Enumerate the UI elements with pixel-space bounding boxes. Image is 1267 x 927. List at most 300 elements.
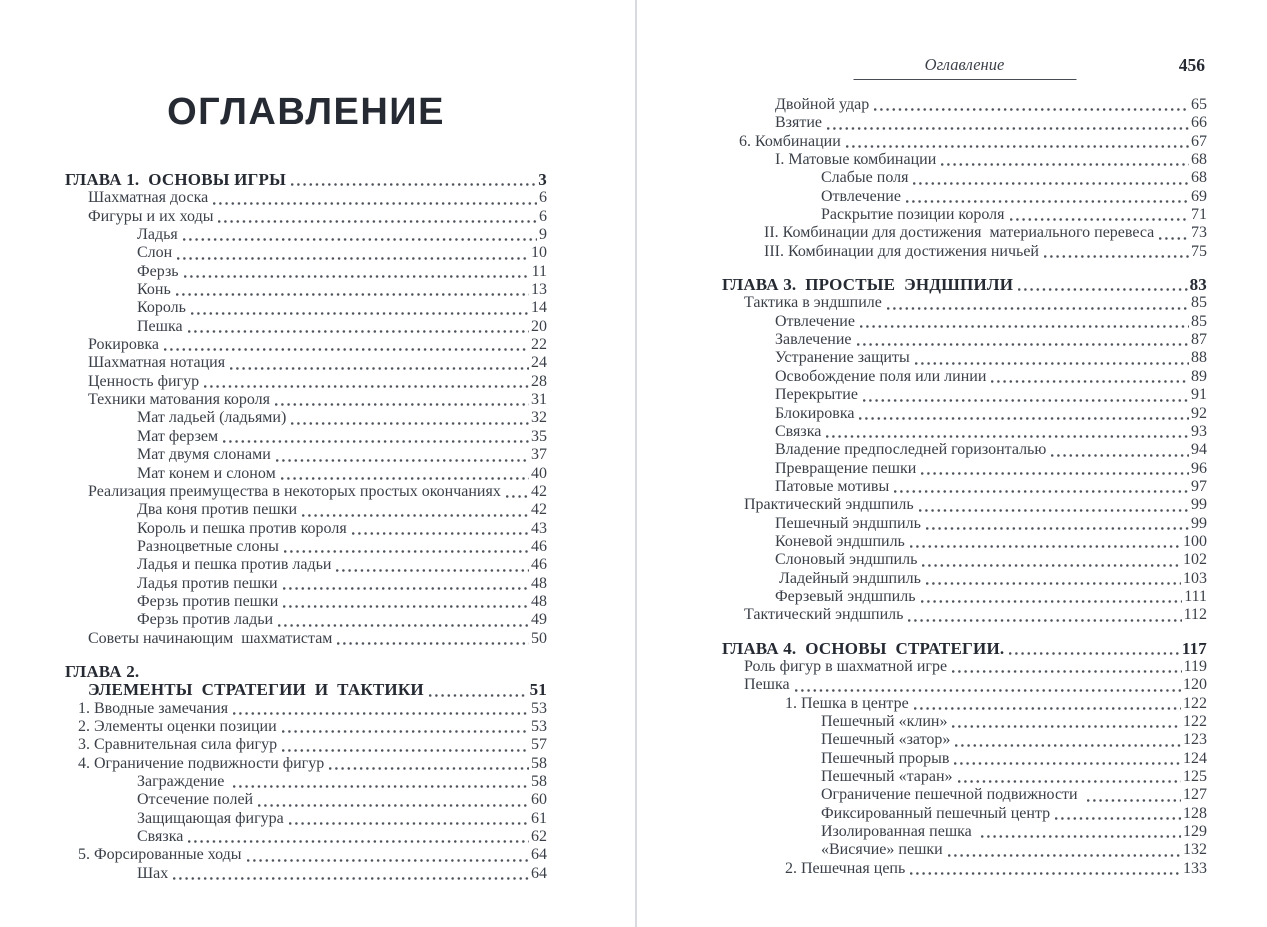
toc-entry — [65, 263, 547, 281]
dot-leader — [1087, 799, 1181, 802]
toc-entry — [722, 533, 1207, 551]
dot-leader — [282, 730, 529, 733]
toc-entry — [722, 515, 1207, 533]
toc-entry — [722, 276, 1207, 294]
toc-entry-label: Практический эндшпиль — [744, 496, 914, 514]
dot-leader — [337, 642, 529, 645]
toc-entry-label: Превращение пешки — [775, 459, 917, 477]
toc-entry-label: Советы начинающим шахматистам — [88, 629, 333, 647]
page-gutter-divider — [635, 0, 637, 927]
toc-entry-label: Разноцветные слоны — [137, 537, 279, 555]
toc-entry-page: 10 — [531, 244, 547, 262]
toc-entry-page: 123 — [1183, 731, 1207, 749]
toc-entry — [722, 860, 1207, 878]
dot-leader — [233, 785, 529, 788]
dot-leader — [926, 582, 1181, 585]
toc-entry — [722, 570, 1207, 588]
toc-entry-label: Король и пешка против короля — [137, 519, 347, 537]
toc-entry-page: 73 — [1191, 224, 1207, 242]
toc-entry-label: Ладья — [137, 226, 178, 244]
toc-entry-page: 65 — [1191, 96, 1207, 113]
toc-entry — [65, 538, 547, 556]
toc-entry — [722, 658, 1207, 676]
toc-entry — [722, 405, 1207, 423]
toc-entry — [65, 299, 547, 317]
toc-entry — [65, 373, 547, 391]
dot-leader — [910, 545, 1181, 548]
toc-entry-label: 2. Элементы оценки позиции — [78, 717, 277, 735]
toc-entry — [722, 713, 1207, 731]
toc-title: ОГЛАВЛЕНИЕ — [167, 91, 445, 133]
dot-leader — [906, 200, 1189, 203]
toc-entry-label: ГЛАВА 1. ОСНОВЫ ИГРЫ — [65, 171, 286, 189]
toc-entry-page: 125 — [1183, 768, 1207, 786]
toc-entry — [65, 226, 547, 244]
toc-entry — [722, 423, 1207, 441]
toc-entry — [722, 386, 1207, 404]
dot-leader — [921, 472, 1189, 475]
toc-entries-left — [65, 171, 547, 883]
dot-leader — [173, 877, 529, 880]
dot-leader — [284, 550, 529, 553]
toc-entry-page: 60 — [531, 791, 547, 809]
toc-entry — [65, 318, 547, 336]
toc-entry-label: Ограничение пешечной подвижности — [821, 786, 1082, 804]
dot-leader — [177, 257, 529, 260]
dot-leader — [857, 343, 1189, 346]
dot-leader — [247, 859, 529, 862]
toc-entry-page: 133 — [1183, 859, 1207, 877]
toc-entry — [65, 865, 547, 883]
toc-entry-page: 51 — [529, 681, 547, 700]
toc-entry-label: Владение предпоследней горизонталью — [775, 441, 1047, 459]
toc-entry-page: 64 — [531, 864, 547, 882]
dot-leader — [1055, 817, 1181, 820]
toc-entry-label: Шах — [137, 864, 169, 882]
dot-leader — [874, 108, 1189, 111]
toc-entry — [722, 786, 1207, 804]
toc-entry-label: Завлечение — [775, 331, 852, 349]
toc-entry-page: 122 — [1183, 713, 1207, 730]
toc-entry-page: 83 — [1189, 276, 1207, 295]
toc-entry-page: 132 — [1183, 841, 1207, 859]
toc-entry-page: 111 — [1184, 587, 1207, 605]
toc-entry-label: Раскрытие позиции короля — [821, 206, 1005, 224]
dot-leader — [958, 780, 1181, 783]
dot-leader — [948, 854, 1181, 857]
toc-entry-label: Ценность фигур — [88, 372, 200, 390]
toc-entry-page: 71 — [1191, 206, 1207, 224]
toc-entry — [722, 96, 1207, 114]
toc-entry-label: 5. Форсированные ходы — [78, 846, 242, 864]
toc-entry-label: Тактика в эндшпиле — [744, 294, 882, 312]
dot-leader — [230, 367, 529, 370]
toc-entry — [65, 409, 547, 427]
toc-entry-page: 46 — [531, 537, 547, 555]
dot-leader — [913, 182, 1189, 185]
toc-entry — [722, 224, 1207, 242]
toc-entry — [65, 718, 547, 736]
toc-entry-label: Коневой эндшпиль — [775, 532, 905, 550]
toc-entry — [722, 805, 1207, 823]
toc-entry-label: 6. Комбинации — [739, 132, 841, 150]
toc-entry — [65, 244, 547, 262]
dot-leader — [278, 624, 529, 627]
toc-entry-page: 46 — [531, 556, 547, 574]
toc-entry-page: 75 — [1191, 242, 1207, 260]
toc-entry-page: 31 — [531, 391, 547, 409]
toc-entry-label: Блокировка — [775, 404, 855, 422]
dot-leader — [910, 872, 1181, 875]
toc-entry — [722, 133, 1207, 151]
toc-entry — [722, 188, 1207, 206]
toc-entry-page: 20 — [531, 317, 547, 335]
toc-entry — [722, 551, 1207, 569]
dot-leader — [915, 362, 1189, 365]
toc-entry-page: 58 — [531, 754, 547, 772]
dot-leader — [1044, 255, 1189, 258]
toc-entry-page: 94 — [1191, 441, 1207, 459]
toc-entry-label: Пешечный «таран» — [821, 768, 953, 786]
toc-entry-label: Отвлечение — [821, 187, 901, 205]
toc-entry — [65, 391, 547, 409]
toc-entry-label: ЭЛЕМЕНТЫ СТРАТЕГИИ И ТАКТИКИ — [88, 681, 424, 700]
toc-entry-label: Двойной удар — [775, 96, 870, 113]
toc-entry — [722, 823, 1207, 841]
toc-entry-page: 91 — [1191, 386, 1207, 404]
toc-entry-label: Два коня против пешки — [137, 501, 298, 519]
toc-entry — [65, 556, 547, 574]
dot-leader — [233, 712, 529, 715]
toc-entry-label: Пешка — [137, 317, 183, 335]
toc-entry — [65, 663, 547, 681]
dot-leader — [183, 238, 537, 241]
toc-entry-label: Ладья против пешки — [137, 574, 278, 592]
toc-entry — [722, 496, 1207, 514]
toc-entry-label: Ферзь — [137, 262, 179, 280]
toc-entry-page: 124 — [1183, 749, 1207, 767]
toc-entry-page: 128 — [1183, 804, 1207, 822]
running-header-title: Оглавление — [853, 54, 1076, 80]
toc-entry — [65, 501, 547, 519]
toc-entry — [65, 354, 547, 372]
dot-leader — [283, 587, 529, 590]
dot-leader — [914, 707, 1181, 710]
toc-entry-page: 92 — [1191, 404, 1207, 422]
dot-leader — [859, 417, 1189, 420]
toc-entry — [722, 676, 1207, 694]
toc-entry-label: Ферзь против пешки — [137, 592, 279, 610]
toc-entry-label: Ферзь против ладьи — [137, 611, 274, 629]
toc-entry-label: Мат ладьей (ладьями) — [137, 409, 287, 427]
toc-entry — [722, 478, 1207, 496]
toc-entry-page: 6 — [539, 207, 547, 225]
dot-leader — [827, 127, 1189, 130]
toc-entry — [65, 446, 547, 464]
toc-entry — [65, 428, 547, 446]
toc-entry-page: 61 — [531, 809, 547, 827]
dot-leader — [1018, 288, 1187, 291]
toc-entry — [722, 368, 1207, 386]
dot-leader — [1010, 218, 1189, 221]
toc-entry — [722, 313, 1207, 331]
dot-leader — [922, 564, 1181, 567]
toc-entry-page: 87 — [1191, 331, 1207, 349]
toc-entry-page: 57 — [531, 736, 547, 754]
toc-entry-page: 67 — [1191, 132, 1207, 150]
toc-entry-label: 1. Вводные замечания — [78, 699, 229, 717]
toc-entry — [722, 331, 1207, 349]
toc-entry-label: Патовые мотивы — [775, 477, 890, 495]
toc-entry-label: Слабые поля — [821, 169, 909, 187]
toc-entry-label: Связка — [137, 828, 184, 846]
toc-entry — [65, 700, 547, 718]
toc-entry — [65, 336, 547, 354]
toc-entry — [722, 588, 1207, 606]
toc-entry — [65, 281, 547, 299]
toc-entry-page: 112 — [1183, 606, 1207, 624]
toc-entry — [65, 791, 547, 809]
toc-entry-label: 4. Ограничение подвижности фигур — [78, 754, 325, 772]
toc-entry-label: Отвлечение — [775, 312, 855, 330]
toc-entry-page: 89 — [1191, 367, 1207, 385]
dot-leader — [991, 380, 1189, 383]
toc-entry-page: 53 — [531, 699, 547, 717]
toc-entry — [65, 828, 547, 846]
toc-entry — [65, 736, 547, 754]
toc-entry — [722, 695, 1207, 713]
toc-entry-page: 93 — [1191, 422, 1207, 440]
toc-entry — [65, 208, 547, 226]
toc-entry-page: 35 — [531, 427, 547, 445]
toc-entry-label: Связка — [775, 422, 822, 440]
toc-entry-label: Защищающая фигура — [137, 809, 284, 827]
toc-entry-page: 50 — [531, 629, 547, 647]
dot-leader — [223, 440, 529, 443]
toc-entry-page: 96 — [1191, 459, 1207, 477]
dot-leader — [329, 767, 529, 770]
toc-entry-page: 68 — [1191, 151, 1207, 169]
dot-leader — [826, 435, 1189, 438]
toc-entry-page: 100 — [1183, 532, 1207, 550]
toc-entry-page: 102 — [1183, 551, 1207, 569]
toc-entry-label: Пешечный эндшпиль — [775, 514, 921, 532]
toc-entry-label: Устранение защиты — [775, 349, 910, 367]
toc-entry-page: 85 — [1191, 312, 1207, 330]
toc-entry — [65, 593, 547, 611]
dot-leader — [164, 348, 529, 351]
toc-entry-page: 32 — [531, 409, 547, 427]
toc-entry-label: Мат ферзем — [137, 427, 219, 445]
toc-entry-label: 3. Сравнительная сила фигур — [78, 736, 278, 754]
toc-entry-page: 120 — [1183, 676, 1207, 694]
toc-entry-page: 14 — [531, 299, 547, 317]
toc-entry-label: Отсечение полей — [137, 791, 254, 809]
dot-leader — [1051, 454, 1189, 457]
toc-entry-page: 22 — [531, 336, 547, 354]
toc-entry — [65, 611, 547, 629]
toc-entry-page: 103 — [1183, 569, 1207, 587]
dot-leader — [908, 619, 1181, 622]
toc-entry — [722, 114, 1207, 132]
toc-entry-page: 62 — [531, 828, 547, 846]
toc-entry-page: 42 — [531, 482, 547, 500]
toc-entry-page: 129 — [1183, 823, 1207, 841]
toc-entry — [65, 630, 547, 648]
toc-entry — [722, 243, 1207, 261]
toc-entry-page: 99 — [1191, 496, 1207, 514]
toc-entry-page: 53 — [531, 717, 547, 735]
toc-entry-page: 49 — [531, 611, 547, 629]
dot-leader — [283, 605, 529, 608]
dot-leader — [846, 145, 1189, 148]
dot-leader — [281, 477, 529, 480]
toc-entry-page: 117 — [1181, 639, 1207, 658]
toc-entry-label: Шахматная доска — [88, 189, 209, 207]
toc-entry-label: Реализация преимущества в некоторых простых окончаниях — [88, 482, 501, 500]
toc-entry-page: 122 — [1183, 694, 1207, 712]
toc-entry — [65, 575, 547, 593]
toc-entry-page: 11 — [531, 262, 547, 280]
toc-entry — [722, 206, 1207, 224]
toc-entry-page: 58 — [531, 773, 547, 790]
dot-leader — [894, 490, 1189, 493]
toc-entry — [722, 606, 1207, 624]
toc-entry-label: ГЛАВА 4. ОСНОВЫ СТРАТЕГИИ. — [722, 639, 1005, 658]
toc-entry — [65, 755, 547, 773]
dot-leader — [282, 749, 529, 752]
toc-entry-label: Мат конем и слоном — [137, 464, 276, 482]
toc-entry-page: 68 — [1191, 169, 1207, 187]
dot-leader — [302, 514, 529, 517]
toc-entry-page: 28 — [531, 372, 547, 390]
dot-leader — [213, 202, 537, 205]
toc-entry-label: «Висячие» пешки — [821, 841, 943, 859]
toc-entry-label: Освобождение поля или линии — [775, 367, 987, 385]
dot-leader — [921, 600, 1183, 603]
dot-leader — [289, 822, 529, 825]
toc-entry — [65, 171, 547, 189]
dot-leader — [795, 689, 1181, 692]
toc-entry-label: Перекрытие — [775, 386, 858, 404]
toc-entry — [722, 731, 1207, 749]
toc-entry-label: III. Комбинации для достижения ничьей — [764, 242, 1039, 260]
toc-entry-label: Шахматная нотация — [88, 354, 226, 372]
dot-leader — [955, 744, 1181, 747]
toc-entry-label: Пешка — [744, 676, 790, 694]
page-number: 456 — [1178, 55, 1205, 75]
toc-entry-label: Техники матования короля — [88, 391, 271, 409]
dot-leader — [941, 163, 1189, 166]
toc-entry-label: Слон — [137, 244, 173, 262]
dot-leader — [176, 293, 529, 296]
toc-entry-page: 48 — [531, 592, 547, 610]
toc-entry-page: 43 — [531, 519, 547, 537]
toc-entry-page: 42 — [531, 501, 547, 519]
toc-entry — [722, 151, 1207, 169]
toc-entry — [65, 681, 547, 699]
dot-leader — [952, 670, 1182, 673]
toc-entry-page: 85 — [1191, 294, 1207, 312]
toc-entry-label: Конь — [137, 281, 171, 299]
toc-entry-label: I. Матовые комбинации — [775, 151, 937, 169]
toc-entry-label: Пешечный «затор» — [821, 731, 951, 749]
toc-entry-label: II. Комбинации для достижения материального перевеса — [764, 224, 1155, 242]
toc-entry — [722, 640, 1207, 658]
dot-leader — [291, 422, 529, 425]
dot-leader — [204, 385, 529, 388]
dot-leader — [276, 459, 529, 462]
toc-entry-label: Король — [137, 299, 186, 317]
dot-leader — [275, 403, 529, 406]
toc-entry-label: Слоновый эндшпиль — [775, 551, 918, 569]
toc-entry-label: Роль фигур в шахматной игре — [744, 657, 948, 675]
dot-leader — [981, 835, 1181, 838]
dot-leader — [184, 275, 530, 278]
dot-leader — [336, 569, 529, 572]
toc-entry — [65, 520, 547, 538]
toc-entry-page: 13 — [531, 281, 547, 299]
left-page — [65, 0, 547, 883]
toc-entry-label: Взятие — [775, 114, 823, 132]
dot-leader — [887, 307, 1189, 310]
toc-entry-page: 48 — [531, 574, 547, 592]
toc-entry-label: Изолированная пешка — [821, 823, 976, 841]
dot-leader — [954, 762, 1181, 765]
toc-entry-page: 88 — [1191, 349, 1207, 367]
toc-entry-page: 99 — [1191, 514, 1207, 532]
toc-entry-page: 127 — [1183, 786, 1207, 804]
dot-leader — [863, 399, 1189, 402]
toc-entries-right — [722, 96, 1207, 878]
toc-entry — [722, 349, 1207, 367]
toc-entry — [65, 189, 547, 207]
toc-entry-label: ГЛАВА 3. ПРОСТЫЕ ЭНДШПИЛИ — [722, 276, 1014, 295]
dot-leader — [1009, 652, 1180, 655]
toc-entry-label: 2. Пешечная цепь — [785, 859, 906, 877]
toc-entry — [722, 169, 1207, 187]
toc-entry — [65, 846, 547, 864]
running-header — [722, 0, 1207, 82]
toc-entry — [65, 810, 547, 828]
toc-entry-label: Фиксированный пешечный центр — [821, 804, 1051, 822]
toc-entry-label: Ладейный эндшпиль — [775, 569, 921, 587]
dot-leader — [191, 312, 529, 315]
toc-entry-page: 9 — [539, 226, 547, 244]
toc-entry — [722, 841, 1207, 859]
toc-entry-label: Заграждение — [137, 773, 229, 790]
toc-entry-page: 6 — [539, 189, 547, 207]
toc-entry-page: 40 — [531, 464, 547, 482]
dot-leader — [188, 330, 529, 333]
toc-entry-page: 66 — [1191, 114, 1207, 132]
dot-leader — [919, 509, 1189, 512]
dot-leader — [352, 532, 529, 535]
toc-entry-label: Фигуры и их ходы — [88, 207, 214, 225]
dot-leader — [429, 694, 528, 697]
toc-entry — [722, 768, 1207, 786]
toc-entry — [65, 483, 547, 501]
dot-leader — [258, 804, 529, 807]
toc-entry-page: 97 — [1191, 477, 1207, 495]
toc-entry-page: 64 — [531, 846, 547, 864]
toc-entry-label: 1. Пешка в центре — [785, 694, 909, 712]
toc-entry-label: Мат двумя слонами — [137, 446, 271, 464]
dot-leader — [952, 725, 1181, 728]
toc-entry-page: 69 — [1191, 187, 1207, 205]
toc-entry — [722, 750, 1207, 768]
dot-leader — [188, 840, 529, 843]
